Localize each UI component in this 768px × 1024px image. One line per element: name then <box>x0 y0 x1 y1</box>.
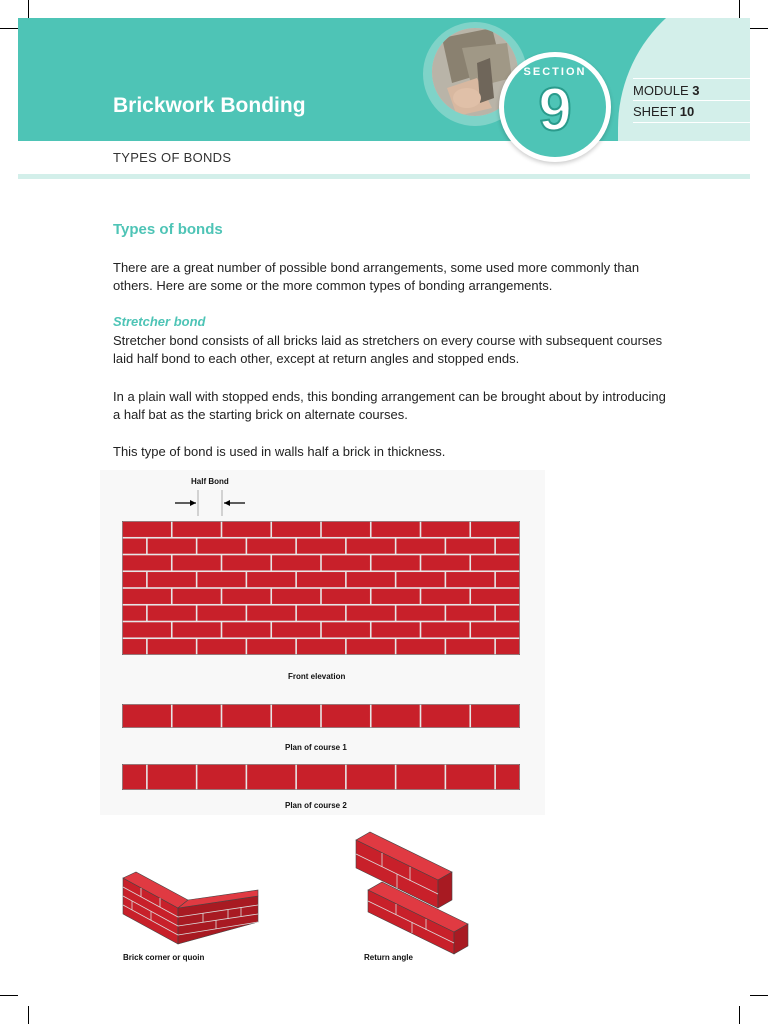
crop-mark <box>750 28 768 29</box>
brick <box>123 765 146 789</box>
section-heading: Types of bonds <box>113 221 223 238</box>
brick <box>421 555 469 570</box>
brick <box>471 589 519 604</box>
brick <box>148 606 196 621</box>
brick <box>123 522 171 537</box>
brick <box>471 555 519 570</box>
brick <box>123 606 146 621</box>
brick <box>421 589 469 604</box>
brick <box>272 522 320 537</box>
brick <box>496 539 519 554</box>
brick <box>148 765 196 789</box>
corner-caption: Brick corner or quoin <box>123 953 205 962</box>
brick <box>446 539 494 554</box>
brick <box>347 606 395 621</box>
brick <box>471 522 519 537</box>
brick <box>421 705 469 727</box>
brick <box>446 572 494 587</box>
brick <box>347 639 395 654</box>
return-angle-icon <box>352 828 472 956</box>
brick <box>372 522 420 537</box>
brick <box>247 606 295 621</box>
brick <box>247 639 295 654</box>
brick <box>173 555 221 570</box>
brick <box>222 705 270 727</box>
brick <box>372 589 420 604</box>
brick <box>446 639 494 654</box>
brick <box>148 572 196 587</box>
brick <box>421 622 469 637</box>
brick <box>297 572 345 587</box>
brick <box>396 539 444 554</box>
brick <box>197 639 245 654</box>
brick <box>396 639 444 654</box>
brick <box>322 555 370 570</box>
brick <box>173 705 221 727</box>
brick <box>222 522 270 537</box>
brick <box>222 589 270 604</box>
brick <box>446 765 494 789</box>
return-angle-caption: Return angle <box>364 953 413 962</box>
brick <box>496 606 519 621</box>
brick <box>297 639 345 654</box>
subtitle-rule <box>18 174 750 179</box>
brick <box>372 705 420 727</box>
brick <box>123 555 171 570</box>
crop-mark <box>0 995 18 996</box>
brick <box>222 555 270 570</box>
stretcher-bond-subheading: Stretcher bond <box>113 314 206 329</box>
module-number: 3 <box>692 83 700 98</box>
brick <box>247 572 295 587</box>
crop-mark <box>750 995 768 996</box>
module-divider <box>633 100 750 101</box>
brick <box>421 522 469 537</box>
brick <box>247 765 295 789</box>
brick <box>247 539 295 554</box>
brick <box>471 705 519 727</box>
brick <box>496 765 519 789</box>
crop-mark <box>739 0 740 18</box>
brick-corner-icon <box>118 860 268 946</box>
brick <box>297 606 345 621</box>
brick <box>173 522 221 537</box>
brick <box>123 539 146 554</box>
half-bond-label: Half Bond <box>191 477 229 486</box>
brick <box>123 589 171 604</box>
brick <box>297 539 345 554</box>
plan-course-1-caption: Plan of course 1 <box>285 743 347 752</box>
brick <box>372 622 420 637</box>
stretcher-paragraph-2: In a plain wall with stopped ends, this bonding arrangement can be brought about by introducing a half bat as the starting brick on alternate courses. <box>113 389 666 422</box>
brick <box>297 765 345 789</box>
crop-mark <box>28 0 29 18</box>
plan-course-1 <box>122 704 520 728</box>
brick <box>496 572 519 587</box>
crop-mark <box>28 1006 29 1024</box>
section-label: SECTION <box>523 66 587 78</box>
brick <box>272 622 320 637</box>
brick <box>123 622 171 637</box>
module-info <box>633 83 699 98</box>
stretcher-paragraph-1: Stretcher bond consists of all bricks laid as stretchers on every course with subsequent courses laid half bond to each other, except at return angles and stopped ends. <box>113 333 663 366</box>
brick <box>197 606 245 621</box>
page-title: Brickwork Bonding <box>113 94 306 117</box>
brick <box>173 589 221 604</box>
crop-mark <box>0 28 18 29</box>
brick <box>347 539 395 554</box>
brick <box>396 606 444 621</box>
brick <box>148 539 196 554</box>
brick <box>396 765 444 789</box>
brick <box>222 622 270 637</box>
brick <box>197 572 245 587</box>
front-elevation-caption: Front elevation <box>288 672 346 681</box>
brick <box>148 639 196 654</box>
brick <box>272 705 320 727</box>
section-badge <box>499 52 611 162</box>
sheet-label: SHEET <box>633 104 677 119</box>
plan-course-2 <box>122 764 520 790</box>
module-divider <box>633 78 750 79</box>
page-subtitle: TYPES OF BONDS <box>113 150 232 165</box>
sheet-number: 10 <box>679 104 695 119</box>
brick <box>123 572 146 587</box>
brick <box>322 589 370 604</box>
brick <box>396 572 444 587</box>
section-number: 9 <box>538 76 572 143</box>
brick <box>123 705 171 727</box>
brick <box>322 622 370 637</box>
half-bond-arrows-icon <box>170 490 250 516</box>
intro-paragraph: There are a great number of possible bond arrangements, some used more commonly than others. Here are some or the more common types of bonding arrangements. <box>113 260 640 293</box>
brick <box>322 522 370 537</box>
brick <box>471 622 519 637</box>
front-elevation-wall <box>122 521 520 655</box>
crop-mark <box>739 1006 740 1024</box>
brick <box>372 555 420 570</box>
module-label: MODULE <box>633 83 689 98</box>
plan-course-2-caption: Plan of course 2 <box>285 801 347 810</box>
brick <box>347 765 395 789</box>
brick <box>173 622 221 637</box>
stretcher-paragraph-3: This type of bond is used in walls half a brick in thickness. <box>113 444 446 459</box>
brick <box>272 589 320 604</box>
sheet-info <box>633 104 694 119</box>
brick <box>347 572 395 587</box>
brick <box>272 555 320 570</box>
brick <box>123 639 146 654</box>
brick <box>197 765 245 789</box>
brick <box>322 705 370 727</box>
brick <box>446 606 494 621</box>
brick <box>197 539 245 554</box>
brick <box>496 639 519 654</box>
module-divider <box>633 122 750 123</box>
